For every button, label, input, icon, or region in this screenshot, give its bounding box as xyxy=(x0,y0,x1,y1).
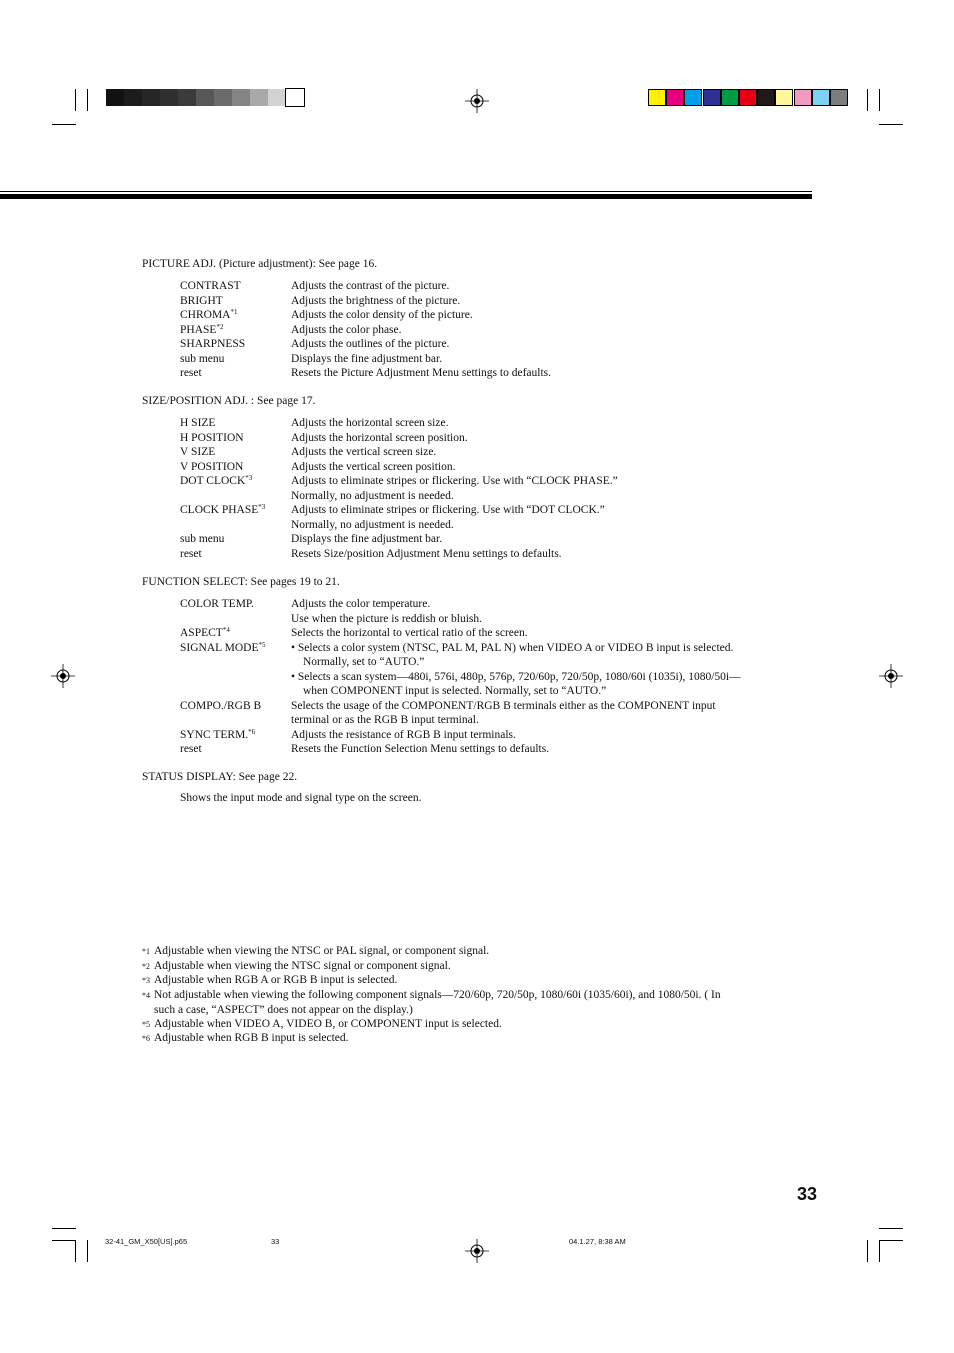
registration-mark-icon xyxy=(51,664,75,688)
crop-mark xyxy=(879,89,880,111)
menu-item-description: Displays the fine adjustment bar. xyxy=(291,352,443,365)
menu-item-term: ASPECT$^{*4}$ xyxy=(180,626,230,639)
footnote-mark: *6 xyxy=(142,1034,150,1043)
section-title-function-select: FUNCTION SELECT: See pages 19 to 21. xyxy=(142,576,340,588)
slug-file-name: 32-41_GM_X50[US].p65 xyxy=(105,1237,188,1246)
footnote-reference: *4 xyxy=(222,626,230,634)
gray-swatch xyxy=(142,89,160,106)
menu-item-description: Adjusts the contrast of the picture. xyxy=(291,280,450,292)
gray-swatch xyxy=(214,89,232,106)
menu-item-term: V SIZE xyxy=(180,446,216,458)
bullet-item: • Selects a color system (NTSC, PAL M, PAL N) when VIDEO A or VIDEO B input is selected. xyxy=(291,641,734,654)
process-swatch xyxy=(666,89,684,106)
menu-item-description: Adjusts the color density of the picture. xyxy=(291,309,473,321)
process-swatch xyxy=(794,89,812,106)
menu-item-term: PHASE$^{*2}$ xyxy=(180,322,224,336)
menu-item-description: Adjusts the horizontal screen size. xyxy=(291,417,449,429)
footnote-reference: *1 xyxy=(230,308,238,316)
process-swatch xyxy=(775,89,793,106)
menu-item-term: CONTRAST xyxy=(180,280,241,292)
footnote-mark: *1 xyxy=(142,947,150,956)
menu-item-description: Selects the usage of the COMPONENT/RGB B terminals either as the COMPONENT input terminal or as the RGB B input terminal. xyxy=(291,699,716,726)
footnote-reference: *3 xyxy=(258,503,266,511)
crop-mark xyxy=(75,1240,76,1262)
gray-swatch xyxy=(268,89,286,106)
menu-item-description: Displays the fine adjustment bar. xyxy=(291,533,443,545)
gray-swatch xyxy=(196,89,214,106)
section-title-picture-adj: PICTURE ADJ. (Picture adjustment): See page 16. xyxy=(142,258,378,270)
crop-mark xyxy=(52,1240,76,1241)
menu-item-term: reset xyxy=(180,367,202,379)
process-swatch xyxy=(703,89,721,106)
crop-mark xyxy=(867,89,868,111)
page-number: 33 xyxy=(797,1184,818,1204)
gray-swatch xyxy=(250,89,268,106)
crop-mark xyxy=(879,1228,903,1229)
gray-swatch xyxy=(232,89,250,106)
process-swatch xyxy=(812,89,830,106)
footnote-reference: *3 xyxy=(245,474,253,482)
crop-mark xyxy=(75,89,76,111)
process-swatch xyxy=(739,89,757,106)
menu-item-term: CHROMA$^{*1}$ xyxy=(180,308,238,321)
process-swatch xyxy=(721,89,739,106)
menu-item-description: • Selects a color system (NTSC, PAL M, PAL N) when VIDEO A or VIDEO B input is selected. Normally, set to “AUTO.” • Selects a scan system—480i, 576i, 480p, 576p, 720/60p, 720/50p, 1080/60i (1035i), 1080/50i— when COMPONENT input is selected. Normally, set to “AUTO.” xyxy=(291,641,801,699)
menu-item-term: H POSITION xyxy=(180,431,244,444)
menu-item-description: Adjusts the color phase. xyxy=(291,323,402,336)
menu-item-term: SIGNAL MODE$^{*5}$ xyxy=(180,640,266,654)
menu-item-description: Adjusts to eliminate stripes or flickering. Use with “CLOCK PHASE.” Normally, no adjustment is needed. xyxy=(291,475,618,502)
footnote: *5 Adjustable when VIDEO A, VIDEO B, or COMPONENT input is selected. xyxy=(142,1017,802,1033)
menu-item-term: SYNC TERM.$^{*6}$ xyxy=(180,727,256,741)
footnote: *1 Adjustable when viewing the NTSC or PAL signal, or component signal. xyxy=(142,944,802,960)
menu-item-term: CLOCK PHASE$^{*3}$ xyxy=(180,503,266,516)
menu-item-description: Adjusts the vertical screen position. xyxy=(291,460,456,473)
process-swatch xyxy=(684,89,702,106)
menu-item-description: Resets the Function Selection Menu settings to defaults. xyxy=(291,743,550,755)
footnote-mark: *4 xyxy=(142,990,150,1000)
menu-item-term: reset xyxy=(180,743,202,755)
menu-item-description: Adjusts the outlines of the picture. xyxy=(291,338,450,350)
footnote-mark: *3 xyxy=(142,976,150,985)
footnote: *2 Adjustable when viewing the NTSC signal or component signal. xyxy=(142,959,802,975)
registration-mark-icon xyxy=(465,89,489,113)
header-rule-thick xyxy=(0,194,812,199)
process-swatch xyxy=(648,89,666,106)
crop-mark xyxy=(52,124,76,125)
footnote-reference: *2 xyxy=(216,322,224,331)
menu-item-term: BRIGHT xyxy=(180,294,223,307)
footnote-mark: *5 xyxy=(142,1019,150,1029)
gray-swatch xyxy=(178,89,196,106)
footnote-reference: *6 xyxy=(248,727,256,736)
menu-item-description: Adjusts to eliminate stripes or flickering. Use with “DOT CLOCK.” Normally, no adjustment is needed. xyxy=(291,504,605,531)
slug-date: 04.1.27, 8:38 AM xyxy=(569,1237,626,1246)
registration-mark-icon xyxy=(465,1239,489,1263)
footnote: *4 Not adjustable when viewing the following component signals—720/60p, 720/50p, 1080/60i (1035/60i), and 1080/50i. ( In such a case, “ASPECT” does not appear on the display.) xyxy=(142,988,721,1016)
menu-item-term: V POSITION xyxy=(180,460,244,473)
menu-item-description: Adjusts the horizontal screen position. xyxy=(291,431,468,444)
menu-item-term: sub menu xyxy=(180,533,225,545)
crop-mark xyxy=(867,1240,868,1262)
menu-item-term: SHARPNESS xyxy=(180,338,246,350)
menu-item-term: sub menu xyxy=(180,352,225,365)
crop-mark xyxy=(52,1228,76,1229)
menu-item-description: Resets Size/position Adjustment Menu settings to defaults. xyxy=(291,547,562,560)
menu-item-description: Adjusts the brightness of the picture. xyxy=(291,294,461,307)
slug-page: 33 xyxy=(271,1237,280,1246)
menu-item-description: Adjusts the resistance of RGB B input terminals. xyxy=(291,728,516,741)
crop-mark xyxy=(87,89,88,111)
gray-swatch xyxy=(286,89,304,106)
bullet-item: • Selects a scan system—480i, 576i, 480p, 576p, 720/60p, 720/50p, 1080/60i (1035i), 1080/50i— xyxy=(291,670,741,683)
footnote: *6 Adjustable when RGB B input is selected. xyxy=(142,1031,802,1047)
status-display-description: Shows the input mode and signal type on the screen. xyxy=(180,792,422,804)
footnote-mark: *2 xyxy=(142,961,150,971)
crop-mark xyxy=(87,1240,88,1262)
gray-swatch xyxy=(106,89,124,106)
footnote-reference: *5 xyxy=(258,640,266,649)
gray-swatch xyxy=(124,89,142,106)
section-title-size-position-adj: SIZE/POSITION ADJ. : See page 17. xyxy=(142,395,316,407)
header-rule-thin xyxy=(0,191,812,192)
crop-mark xyxy=(879,1240,880,1262)
menu-item-description: Resets the Picture Adjustment Menu settings to defaults. xyxy=(291,367,551,379)
menu-item-description: Adjusts the color temperature. Use when the picture is reddish or bluish. xyxy=(291,598,482,625)
gray-swatch xyxy=(160,89,178,106)
section-title-status-display: STATUS DISPLAY: See page 22. xyxy=(142,771,298,783)
menu-item-term: DOT CLOCK$^{*3}$ xyxy=(180,474,253,487)
menu-item-term: COMPO./RGB B xyxy=(180,699,262,712)
registration-mark-icon xyxy=(879,664,903,688)
process-swatch xyxy=(830,89,848,106)
menu-item-term: H SIZE xyxy=(180,417,216,429)
menu-item-term: reset xyxy=(180,547,202,560)
menu-item-description: Selects the horizontal to vertical ratio of the screen. xyxy=(291,627,528,639)
crop-mark xyxy=(879,1240,903,1241)
menu-item-term: COLOR TEMP. xyxy=(180,598,254,610)
footnote: *3 Adjustable when RGB A or RGB B input is selected. xyxy=(142,973,802,989)
menu-item-description: Adjusts the vertical screen size. xyxy=(291,446,437,458)
crop-mark xyxy=(879,124,903,125)
process-swatch xyxy=(757,89,775,106)
